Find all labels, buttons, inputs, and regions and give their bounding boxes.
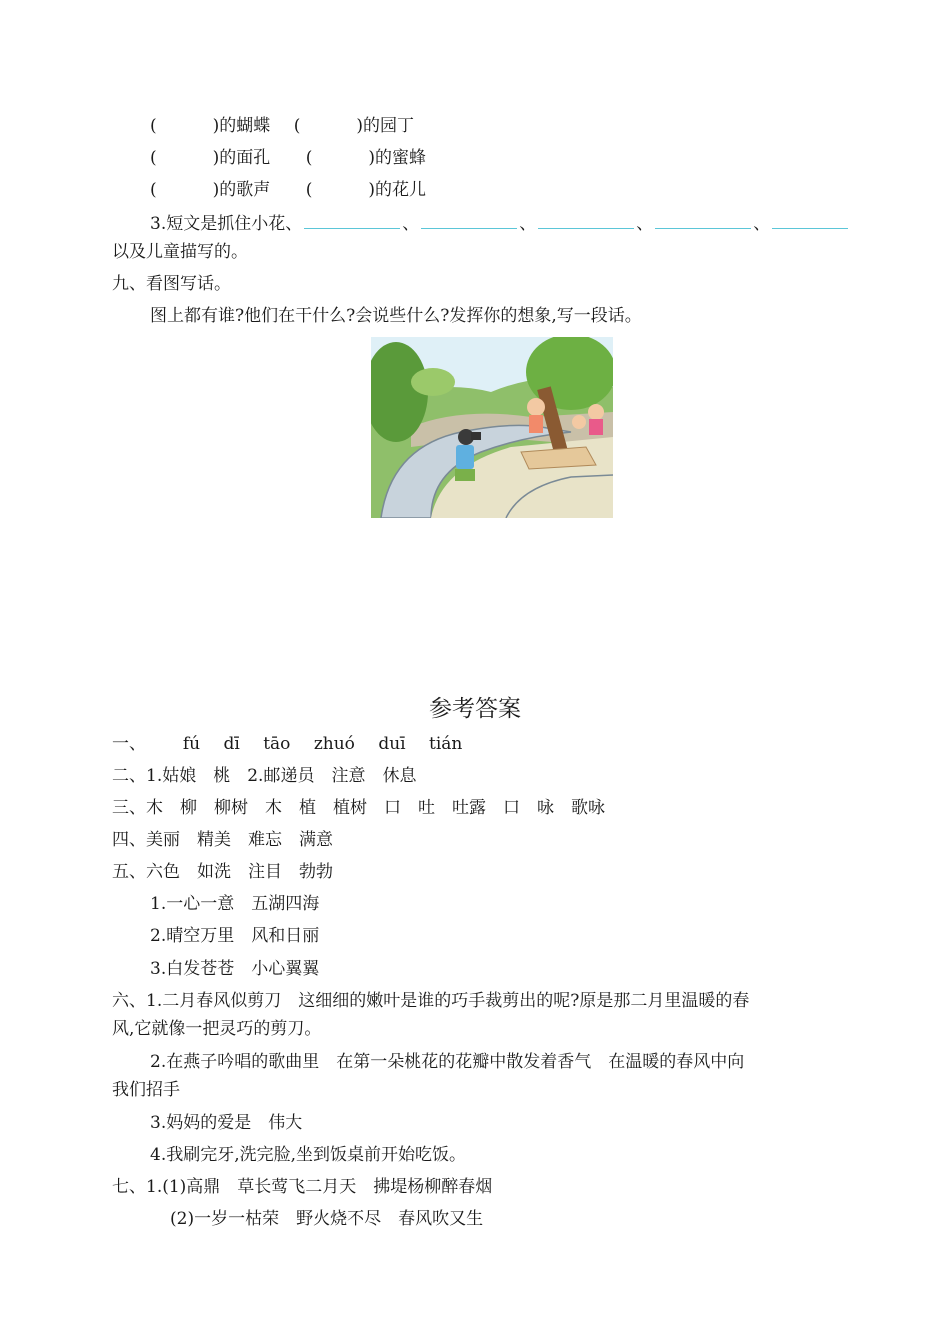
separator: 、 bbox=[753, 214, 771, 234]
fill-text: 的蜜蜂 bbox=[374, 148, 426, 168]
picture-illustration bbox=[371, 337, 613, 518]
pinyin-item: duī bbox=[378, 734, 406, 754]
answer-2: 二、1.姑娘 桃 2.邮递员 注意 休息 bbox=[112, 766, 417, 786]
answer-blank[interactable] bbox=[304, 210, 400, 229]
fill-row-1 bbox=[150, 114, 414, 138]
answer-blank[interactable] bbox=[655, 210, 751, 229]
pinyin-item: fú bbox=[182, 734, 201, 754]
answer-6-1-cont: 风,它就像一把灵巧的剪刀。 bbox=[112, 1019, 322, 1039]
answer-1 bbox=[112, 732, 462, 756]
section-9-prompt: 图上都有谁?他们在干什么?会说些什么?发挥你的想象,写一段话。 bbox=[150, 306, 642, 326]
answer-5-2: 2.晴空万里 风和日丽 bbox=[150, 926, 320, 946]
fill-text: 的花儿 bbox=[374, 180, 426, 200]
blank-paren[interactable]: ( ) bbox=[305, 148, 375, 168]
blank-paren[interactable]: ( ) bbox=[150, 180, 220, 200]
pinyin-item: zhuó bbox=[313, 734, 355, 754]
answer-7-1: 七、1.(1)高鼎 草长莺飞二月天 拂堤杨柳醉春烟 bbox=[112, 1177, 493, 1197]
fill-text: 的歌声 bbox=[219, 180, 271, 200]
blank-paren[interactable]: ( ) bbox=[293, 116, 363, 136]
separator: 、 bbox=[402, 214, 420, 234]
answer-blank[interactable] bbox=[772, 210, 848, 229]
pinyin-item: dī bbox=[223, 734, 240, 754]
fill-row-3 bbox=[150, 178, 426, 202]
answer-blank[interactable] bbox=[421, 210, 517, 229]
answer-5-3: 3.白发苍苍 小心翼翼 bbox=[150, 959, 320, 979]
answer-5: 五、六色 如洗 注目 勃勃 bbox=[112, 862, 333, 882]
answer-4: 四、美丽 精美 难忘 满意 bbox=[112, 830, 333, 850]
fill-text: 的园丁 bbox=[362, 116, 414, 136]
answer-7-2: (2)一岁一枯荣 野火烧不尽 春风吹又生 bbox=[170, 1209, 484, 1229]
blank-paren[interactable]: ( ) bbox=[305, 180, 375, 200]
answer-6-2: 2.在燕子吟唱的歌曲里 在第一朵桃花的花瓣中散发着香气 在温暖的春风中向 bbox=[150, 1052, 745, 1072]
separator: 、 bbox=[519, 214, 537, 234]
fill-text: 的面孔 bbox=[219, 148, 271, 168]
answer-6-4: 4.我刷完牙,洗完脸,坐到饭桌前开始吃饭。 bbox=[150, 1145, 467, 1165]
question-3-tail: 以及儿童描写的。 bbox=[112, 242, 248, 262]
answer-6-2-cont: 我们招手 bbox=[112, 1080, 180, 1100]
question-3 bbox=[150, 210, 850, 236]
blank-paren[interactable]: ( ) bbox=[150, 116, 220, 136]
answer-3: 三、木 柳 柳树 木 植 植树 口 吐 吐露 口 咏 歌咏 bbox=[112, 798, 605, 818]
blank-paren[interactable]: ( ) bbox=[150, 148, 220, 168]
answer-label: 一、 bbox=[112, 734, 146, 754]
pinyin-item: tián bbox=[429, 734, 463, 754]
answer-blank[interactable] bbox=[538, 210, 634, 229]
answer-6-3: 3.妈妈的爱是 伟大 bbox=[150, 1113, 303, 1133]
pinyin-item: tāo bbox=[263, 734, 291, 754]
separator: 、 bbox=[636, 214, 654, 234]
answers-title: 参考答案 bbox=[429, 696, 521, 722]
fill-text: 的蝴蝶 bbox=[219, 116, 271, 136]
answer-6-1: 六、1.二月春风似剪刀 这细细的嫩叶是谁的巧手裁剪出的呢?原是那二月里温暖的春 bbox=[112, 991, 750, 1011]
fill-row-2 bbox=[150, 146, 426, 170]
question-text: 3.短文是抓住小花、 bbox=[150, 214, 303, 234]
section-9-heading: 九、看图写话。 bbox=[112, 274, 231, 294]
answer-5-1: 1.一心一意 五湖四海 bbox=[150, 894, 320, 914]
